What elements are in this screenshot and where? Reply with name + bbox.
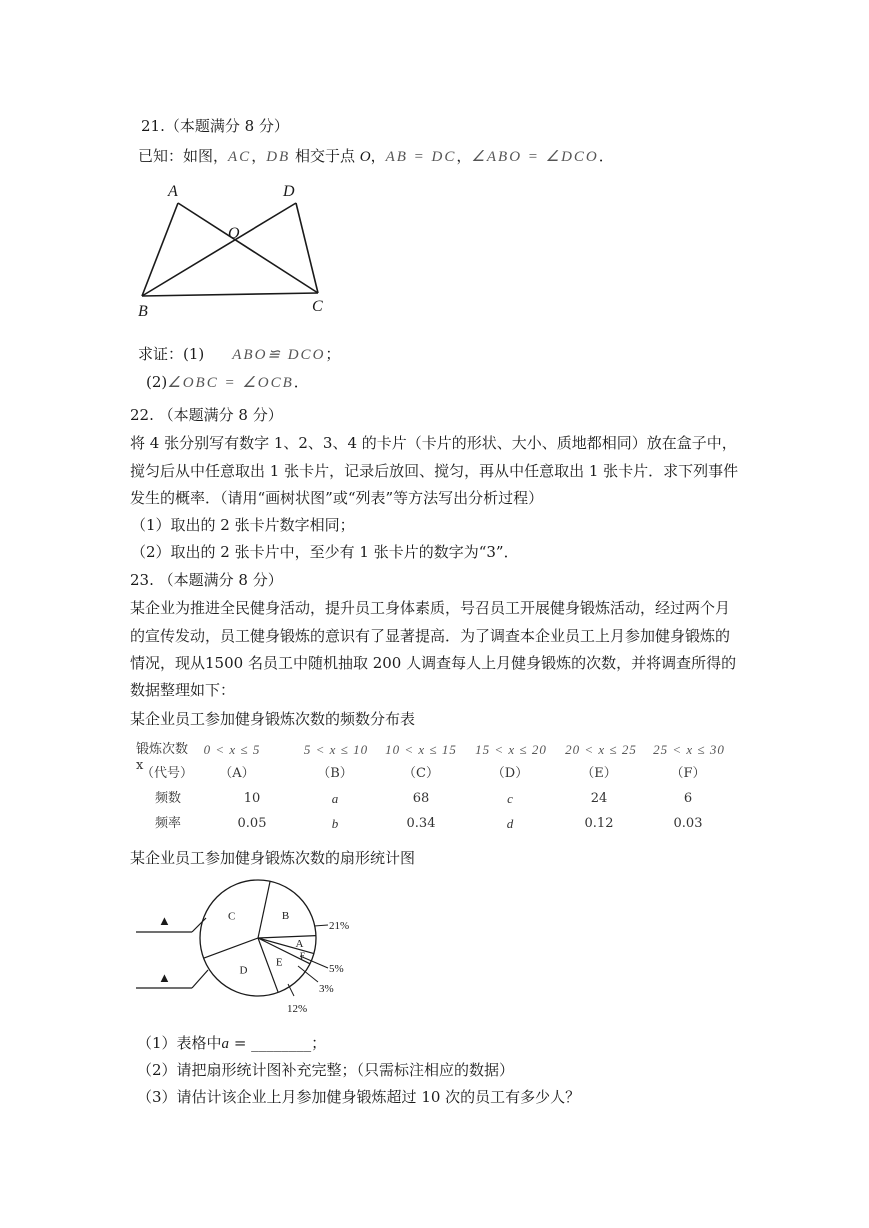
q22-para-3: 发生的概率．（请用“画树状图”或“列表”等方法写出分析过程） — [130, 489, 544, 507]
annotation-b: 21% — [329, 920, 350, 932]
code-e: （E） — [581, 766, 617, 781]
rate-a: 0.05 — [237, 816, 267, 831]
q21-prove-1-end: ； — [325, 345, 341, 363]
q23-table-title: 某企业员工参加健身锻炼次数的频数分布表 — [130, 710, 416, 728]
pie-chart — [130, 872, 370, 1022]
q23-para-1: 某企业为推进全民健身活动，提升员工身体素质，号召员工开展健身锻炼活动，经过两个月 — [130, 599, 731, 617]
frequency-d: c — [507, 791, 513, 806]
q23-q1-eq: = ________； — [229, 1034, 327, 1052]
point-label-o: O — [228, 225, 240, 242]
q23-q1-prefix: （1）表格中 — [137, 1034, 222, 1052]
q21-prove-2 — [146, 372, 309, 393]
q21-prove-prefix: 求证：(1) — [138, 345, 205, 363]
row-label-times: 锻炼次数 x — [136, 742, 189, 773]
leader-line-b — [314, 925, 328, 926]
placeholder-d-annotation: ▲ — [158, 970, 171, 985]
annotation-e: 12% — [287, 1003, 308, 1015]
pie-slice-boundary-a — [258, 936, 316, 938]
code-a: （A） — [219, 766, 255, 781]
code-b: （B） — [317, 766, 353, 781]
segment-ab — [142, 203, 178, 296]
rate-c: 0.34 — [406, 816, 436, 831]
point-label-d: D — [283, 183, 295, 200]
q21-given-eq1: AB = DC — [385, 149, 457, 165]
segment-ac — [178, 203, 318, 293]
rate-b: b — [331, 816, 339, 831]
q21-prove-2-prefix: (2) — [146, 373, 168, 391]
segment-bc — [142, 293, 318, 296]
q21-prove-2-end: ． — [293, 373, 309, 391]
q23-q1-var: a — [221, 1036, 230, 1052]
point-label-a: A — [168, 183, 178, 200]
pie-slice-label-a: A — [295, 937, 304, 950]
q22-item-2: （2）取出的 2 张卡片中，至少有 1 张卡片的数字为“3”． — [131, 543, 519, 561]
frequency-f: 6 — [683, 791, 693, 806]
q21-given-db: DB — [266, 149, 291, 165]
q21-header: 21.（本题满分 8 分） — [141, 117, 289, 135]
range-d: 15 < x ≤ 20 — [475, 742, 547, 757]
q23-question-1 — [137, 1033, 326, 1054]
range-b: 5 < x ≤ 10 — [303, 742, 369, 757]
q21-given-o: O — [359, 149, 371, 165]
row-label-frequency: 频数 — [154, 791, 181, 806]
frequency-table — [0, 740, 869, 840]
range-a: 0 < x ≤ 5 — [203, 742, 261, 757]
q22-para-1: 将 4 张分别写有数字 1、2、3、4 的卡片（卡片的形状、大小、质地都相同）放在盒子中， — [130, 434, 737, 452]
leader-line-d-joint — [192, 970, 208, 988]
leader-line-c-joint — [192, 918, 206, 932]
q23-pie-title: 某企业员工参加健身锻炼次数的扇形统计图 — [130, 849, 416, 867]
placeholder-c-annotation: ▲ — [158, 913, 171, 928]
segment-db — [142, 203, 296, 296]
range-e: 20 < x ≤ 25 — [565, 742, 637, 757]
q21-given-mid: 相交于点 — [290, 147, 360, 165]
q21-given-sep2: ， — [370, 147, 386, 165]
q23-para-3: 情况，现从1500 名员工中随机抽取 200 人调查每人上月健身锻炼的次数，并将调查所得的 — [130, 654, 737, 672]
q21-prove-1 — [138, 344, 340, 365]
annotation-a: 5% — [329, 963, 344, 975]
row-label-code: （代号） — [140, 766, 193, 781]
pie-slice-label-f: F — [299, 951, 305, 961]
pie-slice-boundary-b — [258, 881, 270, 938]
pie-slice-boundary-c — [204, 938, 258, 958]
code-d: （D） — [491, 766, 529, 781]
q22-header: 22. （本题满分 8 分） — [130, 406, 283, 424]
code-f: （F） — [670, 766, 706, 781]
q21-given-prefix: 已知：如图， — [138, 147, 229, 165]
q21-prove-1-math: ABO≌ DCO — [232, 347, 326, 363]
annotation-f: 3% — [319, 983, 334, 995]
q23-para-4: 数据整理如下： — [130, 681, 236, 699]
pie-slice-label-d: D — [239, 964, 248, 977]
q21-given-ac: AC — [228, 149, 252, 165]
frequency-e: 24 — [590, 791, 608, 806]
pie-slice-label-b: B — [281, 909, 290, 922]
rate-f: 0.03 — [673, 816, 703, 831]
segment-dc — [296, 203, 318, 293]
q21-given-end: ． — [598, 147, 614, 165]
q23-question-2: （2）请把扇形统计图补充完整；（只需标注相应的数据） — [137, 1061, 515, 1079]
frequency-c: 68 — [412, 791, 430, 806]
q23-header: 23. （本题满分 8 分） — [130, 571, 283, 589]
frequency-b: a — [331, 791, 339, 806]
rate-e: 0.12 — [584, 816, 614, 831]
row-label-rate: 频率 — [154, 816, 181, 831]
code-c: （C） — [403, 766, 439, 781]
pie-slice-label-c: C — [228, 910, 236, 923]
q23-para-2: 的宣传发动，员工健身锻炼的意识有了显著提高．为了调查本企业员工上月参加健身锻炼的 — [130, 627, 731, 645]
q22-item-1: （1）取出的 2 张卡片数字相同； — [131, 516, 355, 534]
q21-geometry-figure — [130, 178, 350, 323]
frequency-a: 10 — [243, 791, 261, 806]
range-c: 10 < x ≤ 15 — [385, 742, 457, 757]
point-label-b: B — [138, 303, 148, 320]
q21-given-eq2: ∠ABO = ∠DCO — [471, 149, 599, 165]
rate-d: d — [506, 816, 514, 831]
q21-prove-2-math: ∠OBC = ∠OCB — [167, 375, 294, 391]
point-label-c: C — [312, 298, 323, 315]
q21-given-sep3: ， — [456, 147, 472, 165]
q21-given — [138, 146, 614, 167]
q23-question-3: （3）请估计该企业上月参加健身锻炼超过 10 次的员工有多少人？ — [137, 1088, 581, 1106]
q22-para-2: 搅匀后从中任意取出 1 张卡片，记录后放回、搅匀，再从中任意取出 1 张卡片．求下列事件 — [130, 462, 739, 480]
q21-given-sep1: ， — [251, 147, 267, 165]
pie-slice-label-e: E — [275, 956, 283, 969]
range-f: 25 < x ≤ 30 — [653, 742, 725, 757]
